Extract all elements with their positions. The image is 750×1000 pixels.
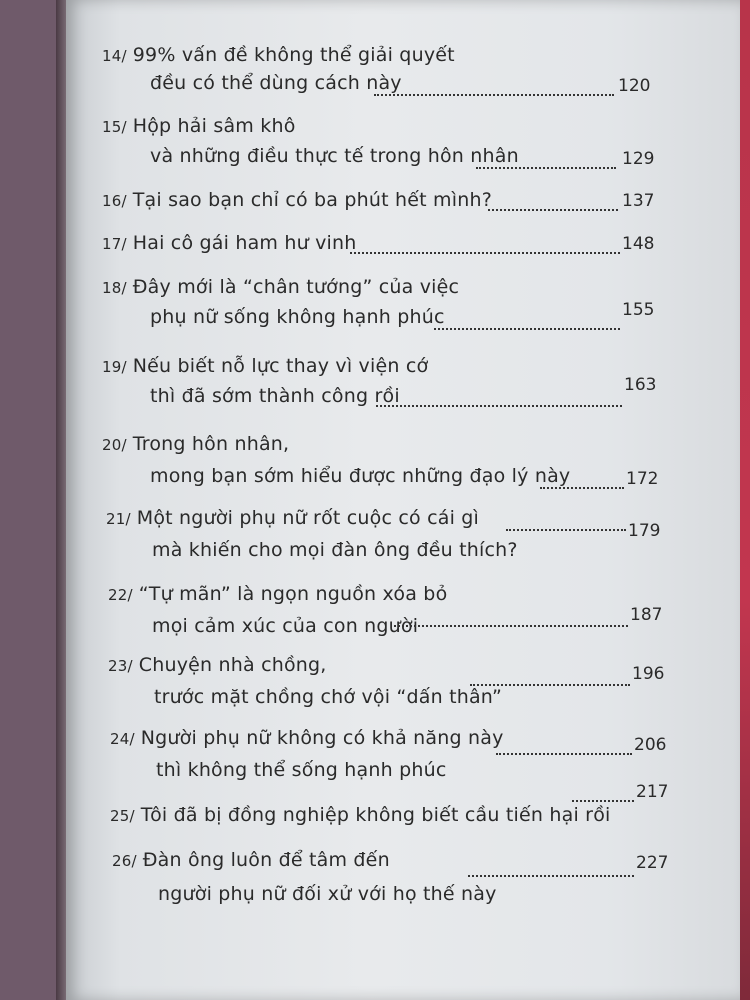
dot-leader <box>470 684 630 686</box>
toc-entry-number: 16/ <box>102 192 127 210</box>
toc-entry-title-line2: thì đã sớm thành công rồi <box>150 385 400 407</box>
dot-leader <box>434 328 620 330</box>
dot-leader <box>374 94 614 96</box>
dot-leader <box>476 167 616 169</box>
dot-leader <box>488 209 618 211</box>
toc-entry-title-line2: người phụ nữ đối xử với họ thế này <box>158 883 497 905</box>
toc-entry-title-line2: đều có thể dùng cách này <box>150 72 402 94</box>
toc-entry-title-line1: 20/ Trong hôn nhân, <box>102 433 290 455</box>
toc-entry-title-line1: 26/ Đàn ông luôn để tâm đến <box>112 849 390 871</box>
toc-entry-page: 187 <box>630 605 663 625</box>
toc-entry-title-line1: 18/ Đây mới là “chân tướng” của việc <box>102 276 460 298</box>
toc-entry-number: 18/ <box>102 279 127 297</box>
toc-entry-page: 179 <box>628 521 661 541</box>
toc-entry-page: 137 <box>622 191 655 211</box>
toc-entry-page: 163 <box>624 375 657 395</box>
toc-entry-page: 120 <box>618 76 651 96</box>
toc-entry-page: 148 <box>622 234 655 254</box>
toc-entry-page: 172 <box>626 469 659 489</box>
toc-entry-number: 24/ <box>110 730 135 748</box>
toc-entry-number: 21/ <box>106 510 131 528</box>
dot-leader <box>540 487 624 489</box>
dot-leader <box>394 625 628 627</box>
toc-entry-title-line2: trước mặt chồng chớ vội “dấn thân” <box>154 686 503 708</box>
toc-entry-number: 20/ <box>102 436 127 454</box>
toc-entry-number: 17/ <box>102 235 127 253</box>
toc-entry-title-line1: 21/ Một người phụ nữ rốt cuộc có cái gì <box>106 507 480 529</box>
toc-entry-number: 14/ <box>102 47 127 65</box>
toc-entry-title-line1: 23/ Chuyện nhà chồng, <box>108 654 327 676</box>
dot-leader <box>350 252 620 254</box>
toc-entry-number: 19/ <box>102 358 127 376</box>
dot-leader <box>496 753 632 755</box>
toc-entry-number: 15/ <box>102 118 127 136</box>
toc-entry-page: 196 <box>632 664 665 684</box>
toc-entry-title-line1: 15/ Hộp hải sâm khô <box>102 115 296 137</box>
book-page <box>66 0 740 1000</box>
toc-entry-title-line1: 24/ Người phụ nữ không có khả năng này <box>110 727 504 749</box>
toc-entry-title-line1: 25/ Tôi đã bị đồng nghiệp không biết cầu tiến hại rồi <box>110 804 611 826</box>
toc-entry-number: 22/ <box>108 586 133 604</box>
toc-entry-number: 23/ <box>108 657 133 675</box>
toc-entry-page: 155 <box>622 300 655 320</box>
toc-entry-title-line2: mà khiến cho mọi đàn ông đều thích? <box>152 539 518 561</box>
dot-leader <box>376 405 622 407</box>
toc-entry-title-line2: thì không thể sống hạnh phúc <box>156 759 447 781</box>
dot-leader <box>468 875 634 877</box>
dot-leader <box>572 800 634 802</box>
toc-entry-title-line1: 22/ “Tự mãn” là ngọn nguồn xóa bỏ <box>108 583 448 605</box>
toc-entry-title-line2: mọi cảm xúc của con người <box>152 615 419 637</box>
toc-entry-title-line1: 19/ Nếu biết nỗ lực thay vì viện cớ <box>102 355 429 377</box>
toc-entry-title-line1: 17/ Hai cô gái ham hư vinh <box>102 232 357 254</box>
toc-entry-title-line1: 14/ 99% vấn đề không thể giải quyết <box>102 44 455 66</box>
toc-entry-page: 129 <box>622 149 655 169</box>
book-cover-edge <box>740 0 750 1000</box>
toc-entry-page: 227 <box>636 853 669 873</box>
toc-entry-title-line2: phụ nữ sống không hạnh phúc <box>150 306 445 328</box>
toc-entry-number: 25/ <box>110 807 135 825</box>
toc-entry-page: 217 <box>636 782 669 802</box>
toc-entry-number: 26/ <box>112 852 137 870</box>
dot-leader <box>506 529 626 531</box>
toc-entry-title-line2: mong bạn sớm hiểu được những đạo lý này <box>150 465 571 487</box>
toc-entry-title-line2: và những điều thực tế trong hôn nhân <box>150 145 519 167</box>
toc-entry-page: 206 <box>634 735 667 755</box>
toc-entry-title-line1: 16/ Tại sao bạn chỉ có ba phút hết mình? <box>102 189 492 211</box>
